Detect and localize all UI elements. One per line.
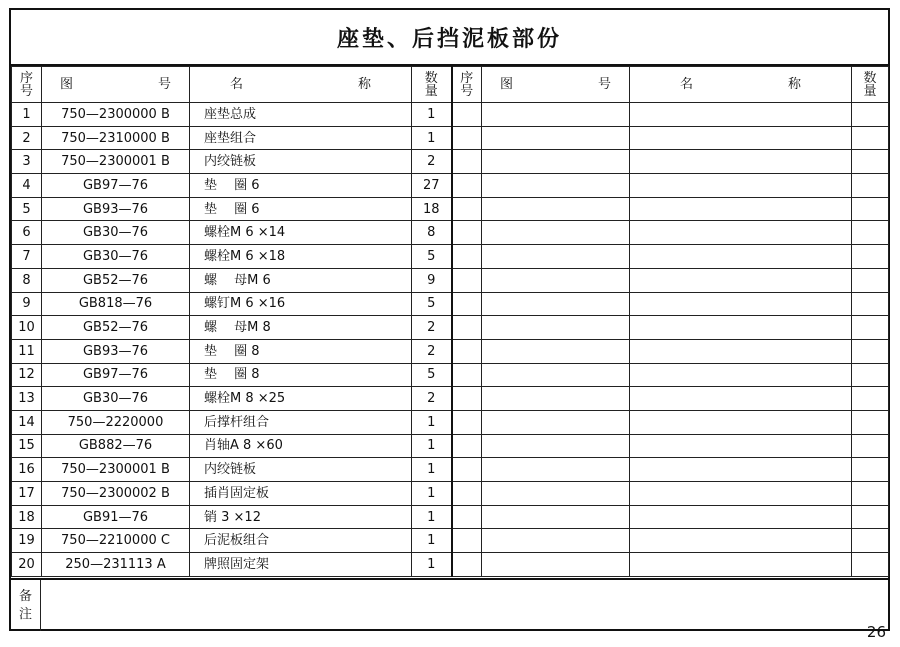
row-qty: 1 xyxy=(412,434,452,458)
row-drawing-number: 750—2300001 B xyxy=(42,150,190,174)
row-qty: 1 xyxy=(412,458,452,482)
row-seq-right xyxy=(452,505,482,529)
row-seq: 14 xyxy=(12,410,42,434)
row-name-right xyxy=(630,410,852,434)
row-drawing-number: GB52—76 xyxy=(42,316,190,340)
table-row xyxy=(12,434,889,458)
table-row xyxy=(12,410,889,434)
row-drawing-number-right xyxy=(482,339,630,363)
row-seq-right xyxy=(452,387,482,411)
row-drawing-number-right xyxy=(482,174,630,198)
table-row xyxy=(12,103,889,127)
table-row xyxy=(12,126,889,150)
row-qty-right xyxy=(852,553,889,577)
row-name: 销 3 ×12 xyxy=(190,505,412,529)
table-header-row xyxy=(12,67,889,103)
row-qty: 27 xyxy=(412,174,452,198)
row-name: 内绞链板 xyxy=(190,150,412,174)
row-qty-right xyxy=(852,529,889,553)
row-name-right xyxy=(630,339,852,363)
row-qty-right xyxy=(852,197,889,221)
row-drawing-number: GB52—76 xyxy=(42,268,190,292)
row-seq-right xyxy=(452,103,482,127)
row-qty-right xyxy=(852,316,889,340)
row-drawing-number: GB818—76 xyxy=(42,292,190,316)
row-seq: 20 xyxy=(12,553,42,577)
row-seq-right xyxy=(452,268,482,292)
row-seq-right xyxy=(452,458,482,482)
row-name-right xyxy=(630,553,852,577)
row-drawing-number-right xyxy=(482,387,630,411)
row-qty: 1 xyxy=(412,553,452,577)
row-name-right xyxy=(630,387,852,411)
row-drawing-number-right xyxy=(482,245,630,269)
row-name: 座垫总成 xyxy=(190,103,412,127)
table-row xyxy=(12,387,889,411)
row-qty: 1 xyxy=(412,410,452,434)
row-qty: 1 xyxy=(412,482,452,506)
row-qty: 9 xyxy=(412,268,452,292)
page-number: 26 xyxy=(866,623,886,641)
row-drawing-number-right xyxy=(482,221,630,245)
row-qty-right xyxy=(852,268,889,292)
row-qty: 5 xyxy=(412,292,452,316)
parts-list-sheet xyxy=(9,8,890,631)
row-seq: 16 xyxy=(12,458,42,482)
row-name: 垫 圈 8 xyxy=(190,363,412,387)
row-drawing-number-right xyxy=(482,410,630,434)
table-row xyxy=(12,458,889,482)
row-name: 后撑杆组合 xyxy=(190,410,412,434)
row-name-right xyxy=(630,292,852,316)
row-name: 螺 母M 8 xyxy=(190,316,412,340)
table-row xyxy=(12,292,889,316)
row-qty-right xyxy=(852,410,889,434)
row-drawing-number-right xyxy=(482,363,630,387)
row-name-right xyxy=(630,529,852,553)
row-seq: 12 xyxy=(12,363,42,387)
row-name: 肖轴A 8 ×60 xyxy=(190,434,412,458)
row-name-right xyxy=(630,174,852,198)
row-seq: 6 xyxy=(12,221,42,245)
table-row xyxy=(12,197,889,221)
row-name: 牌照固定架 xyxy=(190,553,412,577)
row-name-right xyxy=(630,434,852,458)
row-seq-right xyxy=(452,221,482,245)
row-seq: 7 xyxy=(12,245,42,269)
table-row xyxy=(12,268,889,292)
row-seq: 2 xyxy=(12,126,42,150)
row-qty: 2 xyxy=(412,387,452,411)
row-seq: 11 xyxy=(12,339,42,363)
row-seq-right xyxy=(452,529,482,553)
row-name-right xyxy=(630,458,852,482)
row-drawing-number: 750—2300002 B xyxy=(42,482,190,506)
row-drawing-number: GB93—76 xyxy=(42,197,190,221)
row-drawing-number-right xyxy=(482,529,630,553)
row-qty-right xyxy=(852,126,889,150)
row-seq-right xyxy=(452,197,482,221)
remarks-label: 备 注 xyxy=(11,580,41,631)
row-seq: 4 xyxy=(12,174,42,198)
row-qty-right xyxy=(852,245,889,269)
table-row xyxy=(12,529,889,553)
table-row xyxy=(12,505,889,529)
header-seq: 序 号 xyxy=(12,67,42,103)
row-drawing-number-right xyxy=(482,505,630,529)
row-name: 座垫组合 xyxy=(190,126,412,150)
row-seq-right xyxy=(452,339,482,363)
header-drawing-number: 图 号 xyxy=(42,67,190,103)
row-qty: 2 xyxy=(412,316,452,340)
row-name-right xyxy=(630,268,852,292)
row-drawing-number: GB91—76 xyxy=(42,505,190,529)
row-name-right xyxy=(630,150,852,174)
row-seq-right xyxy=(452,553,482,577)
row-drawing-number-right xyxy=(482,126,630,150)
row-name-right xyxy=(630,363,852,387)
row-qty-right xyxy=(852,292,889,316)
row-seq-right xyxy=(452,316,482,340)
row-drawing-number: GB97—76 xyxy=(42,363,190,387)
row-seq: 13 xyxy=(12,387,42,411)
row-name: 螺栓M 6 ×14 xyxy=(190,221,412,245)
page-title: 座垫、后挡泥板部份 xyxy=(11,10,888,66)
row-name: 螺栓M 8 ×25 xyxy=(190,387,412,411)
row-name: 螺栓M 6 ×18 xyxy=(190,245,412,269)
row-drawing-number: GB882—76 xyxy=(42,434,190,458)
row-name: 后泥板组合 xyxy=(190,529,412,553)
row-qty: 1 xyxy=(412,529,452,553)
row-qty-right xyxy=(852,150,889,174)
row-drawing-number-right xyxy=(482,103,630,127)
row-seq: 5 xyxy=(12,197,42,221)
row-name: 螺 母M 6 xyxy=(190,268,412,292)
row-drawing-number-right xyxy=(482,553,630,577)
row-name-right xyxy=(630,245,852,269)
table-row xyxy=(12,482,889,506)
row-seq: 15 xyxy=(12,434,42,458)
row-qty: 5 xyxy=(412,363,452,387)
row-drawing-number: 250—231113 A xyxy=(42,553,190,577)
row-seq-right xyxy=(452,410,482,434)
header-name-right: 名 称 xyxy=(630,67,852,103)
row-name-right xyxy=(630,126,852,150)
row-qty-right xyxy=(852,505,889,529)
table-row xyxy=(12,150,889,174)
row-qty-right xyxy=(852,458,889,482)
row-drawing-number: GB97—76 xyxy=(42,174,190,198)
row-drawing-number-right xyxy=(482,482,630,506)
row-qty: 1 xyxy=(412,126,452,150)
row-drawing-number: 750—2310000 B xyxy=(42,126,190,150)
table-row xyxy=(12,316,889,340)
row-seq: 10 xyxy=(12,316,42,340)
row-qty: 18 xyxy=(412,197,452,221)
row-seq-right xyxy=(452,434,482,458)
row-seq-right xyxy=(452,482,482,506)
row-qty: 2 xyxy=(412,150,452,174)
table-row xyxy=(12,245,889,269)
row-drawing-number: GB30—76 xyxy=(42,387,190,411)
row-seq-right xyxy=(452,245,482,269)
row-seq: 8 xyxy=(12,268,42,292)
row-seq: 3 xyxy=(12,150,42,174)
row-qty: 5 xyxy=(412,245,452,269)
row-seq: 17 xyxy=(12,482,42,506)
header-seq-right: 序 号 xyxy=(452,67,482,103)
row-qty: 2 xyxy=(412,339,452,363)
row-drawing-number: 750—2300001 B xyxy=(42,458,190,482)
header-qty: 数 量 xyxy=(412,67,452,103)
parts-table xyxy=(11,66,889,577)
row-drawing-number: GB30—76 xyxy=(42,245,190,269)
table-row xyxy=(12,553,889,577)
header-drawing-number-right: 图 号 xyxy=(482,67,630,103)
row-qty-right xyxy=(852,339,889,363)
row-seq-right xyxy=(452,126,482,150)
row-seq-right xyxy=(452,150,482,174)
row-seq: 1 xyxy=(12,103,42,127)
row-name-right xyxy=(630,197,852,221)
row-qty-right xyxy=(852,174,889,198)
table-row xyxy=(12,221,889,245)
table-row xyxy=(12,339,889,363)
row-name: 插肖固定板 xyxy=(190,482,412,506)
row-qty-right xyxy=(852,482,889,506)
row-seq: 9 xyxy=(12,292,42,316)
row-name: 垫 圈 8 xyxy=(190,339,412,363)
row-qty-right xyxy=(852,434,889,458)
row-name-right xyxy=(630,221,852,245)
row-name: 垫 圈 6 xyxy=(190,174,412,198)
row-qty: 8 xyxy=(412,221,452,245)
row-drawing-number: GB93—76 xyxy=(42,339,190,363)
remarks-section xyxy=(11,578,888,631)
row-drawing-number-right xyxy=(482,458,630,482)
row-drawing-number-right xyxy=(482,268,630,292)
row-drawing-number-right xyxy=(482,434,630,458)
row-seq-right xyxy=(452,174,482,198)
row-drawing-number-right xyxy=(482,316,630,340)
row-drawing-number: 750—2220000 xyxy=(42,410,190,434)
row-name: 螺钉M 6 ×16 xyxy=(190,292,412,316)
row-name: 垫 圈 6 xyxy=(190,197,412,221)
row-qty-right xyxy=(852,387,889,411)
row-drawing-number-right xyxy=(482,150,630,174)
row-qty: 1 xyxy=(412,505,452,529)
row-seq-right xyxy=(452,292,482,316)
header-name: 名 称 xyxy=(190,67,412,103)
row-drawing-number: 750—2210000 C xyxy=(42,529,190,553)
table-row xyxy=(12,174,889,198)
row-name-right xyxy=(630,505,852,529)
row-name-right xyxy=(630,316,852,340)
row-name: 内绞链板 xyxy=(190,458,412,482)
row-drawing-number-right xyxy=(482,292,630,316)
row-qty-right xyxy=(852,221,889,245)
header-qty-right: 数 量 xyxy=(852,67,889,103)
row-seq-right xyxy=(452,363,482,387)
row-name-right xyxy=(630,482,852,506)
row-qty: 1 xyxy=(412,103,452,127)
row-seq: 18 xyxy=(12,505,42,529)
row-drawing-number: GB30—76 xyxy=(42,221,190,245)
row-drawing-number: 750—2300000 B xyxy=(42,103,190,127)
row-qty-right xyxy=(852,103,889,127)
row-drawing-number-right xyxy=(482,197,630,221)
row-seq: 19 xyxy=(12,529,42,553)
row-name-right xyxy=(630,103,852,127)
row-qty-right xyxy=(852,363,889,387)
table-row xyxy=(12,363,889,387)
